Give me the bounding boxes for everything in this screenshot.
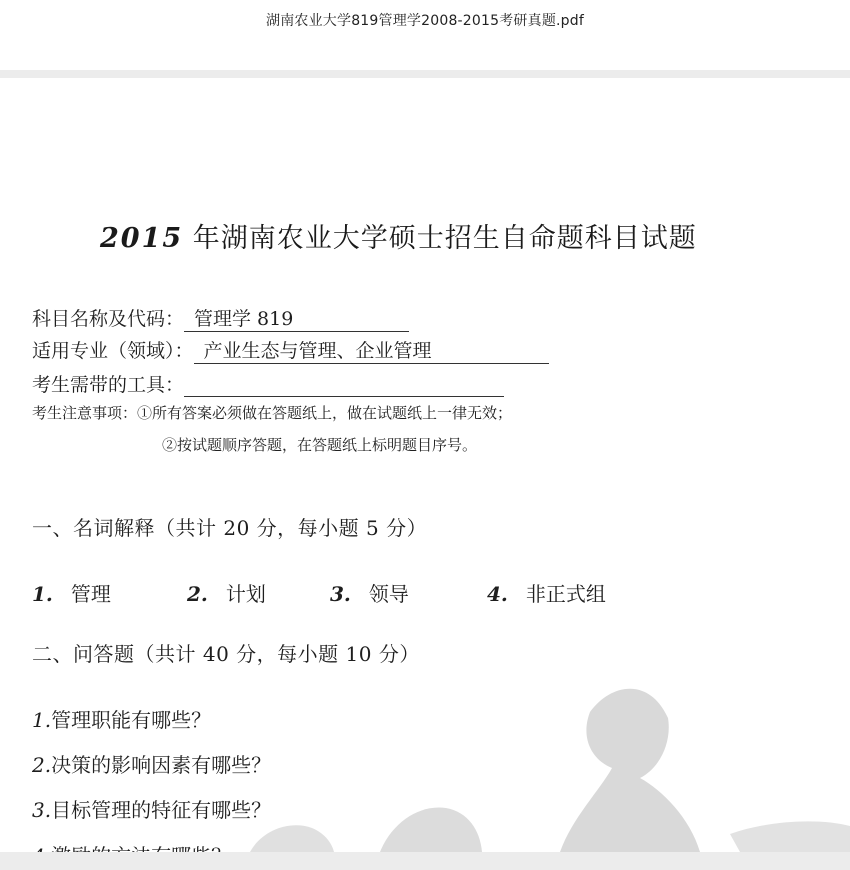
item-number: 3.: [330, 582, 351, 606]
title-year: 2015: [100, 223, 184, 254]
page-gap-top: [0, 70, 850, 78]
field-subject: [32, 304, 409, 332]
notice-line-2: ②按试题顺序答题，在答题纸上标明题目序号。: [162, 436, 478, 454]
item-text: 计划: [225, 582, 266, 606]
notice-label: 考生注意事项：: [32, 404, 138, 422]
title-text: 年湖南农业大学硕士招生自命题科目试题: [183, 223, 697, 254]
watermark-logo: [0, 78, 850, 852]
viewer-header: [0, 0, 850, 70]
list-item: [187, 578, 266, 607]
notice-line-1: [32, 402, 512, 423]
list-item: [32, 749, 271, 778]
field-value: 产业生态与管理、企业管理: [194, 339, 549, 364]
item-number: 4.: [487, 582, 508, 606]
section-heading-questions: 二、问答题（共计 40 分，每小题 10 分）: [32, 642, 420, 666]
pdf-page[interactable]: [0, 78, 850, 852]
list-item: [330, 578, 409, 607]
field-major: [32, 336, 549, 364]
item-text: 领导: [368, 582, 409, 606]
section-heading-terms: 一、名词解释（共计 20 分，每小题 5 分）: [32, 516, 428, 540]
item-text: 目标管理的特征有哪些？: [51, 798, 272, 822]
item-number: 1.: [32, 582, 53, 606]
field-label: 考生需带的工具：: [32, 374, 185, 396]
field-value: 管理学 819: [184, 307, 409, 332]
list-item: [32, 578, 111, 607]
item-number: 2.: [32, 753, 52, 777]
item-number: 2.: [187, 582, 208, 606]
notice-text: ①所有答案必须做在答题纸上，做在试题纸上一律无效；: [137, 404, 513, 422]
item-text: 管理: [70, 582, 111, 606]
list-item: [487, 578, 606, 607]
field-tools: [32, 370, 504, 397]
file-title: 湖南农业大学819管理学2008-2015考研真题.pdf: [266, 13, 584, 29]
field-label: 科目名称及代码：: [32, 308, 185, 330]
item-number: 1.: [32, 708, 52, 732]
item-text: 非正式组: [525, 582, 606, 606]
list-item: [32, 794, 271, 823]
item-text: 管理职能有哪些？: [51, 708, 212, 732]
field-label: 适用专业（领域）：: [32, 340, 194, 362]
document-title: [100, 216, 740, 255]
list-item: [32, 704, 211, 733]
field-value-blank: [184, 374, 504, 397]
item-number: 3.: [32, 798, 52, 822]
item-text: 决策的影响因素有哪些？: [51, 753, 272, 777]
page-gap-bottom: [0, 852, 850, 870]
